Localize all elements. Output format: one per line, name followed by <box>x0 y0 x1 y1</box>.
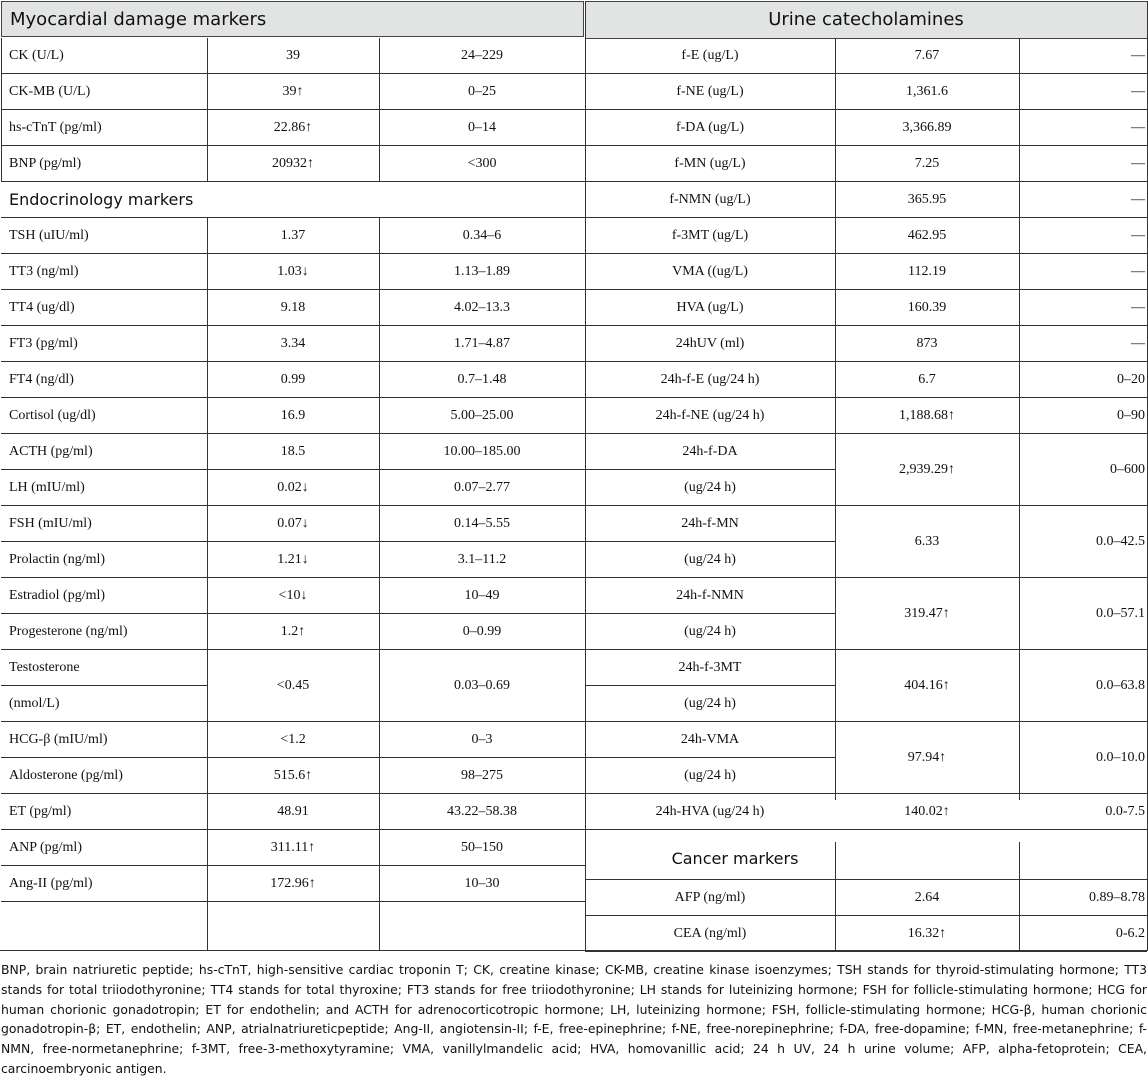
row-value: 2.64 <box>914 890 940 905</box>
row-range: — <box>1131 336 1145 351</box>
row-name: CK (U/L) <box>9 48 64 63</box>
row-value: 112.19 <box>908 264 946 279</box>
row-divider <box>1 145 585 146</box>
row-range: 10–30 <box>464 876 500 891</box>
row-value: 140.02↑ <box>904 804 950 819</box>
row-divider <box>585 289 1147 290</box>
row-value: 311.11↑ <box>270 840 316 855</box>
row-range: 5.00–25.00 <box>450 408 514 423</box>
row-range: 0.07–2.77 <box>454 480 510 495</box>
row-value: 1.03↓ <box>277 264 309 279</box>
row-name: Testosterone <box>9 660 80 675</box>
row-divider <box>1 685 207 686</box>
column-divider <box>1019 38 1020 800</box>
row-value: 404.16↑ <box>904 678 950 693</box>
row-divider <box>585 253 1147 254</box>
row-divider <box>585 577 1147 578</box>
row-divider <box>585 325 1147 326</box>
row-range: 0.89–8.78 <box>1089 890 1145 905</box>
column-divider <box>835 842 836 950</box>
row-name: Prolactin (ng/ml) <box>9 552 106 567</box>
row-name: Ang-II (pg/ml) <box>9 876 93 891</box>
row-name: 24h-f-NE (ug/24 h) <box>655 408 765 423</box>
row-range: 0–0.99 <box>462 624 502 639</box>
row-divider <box>585 469 835 470</box>
row-divider <box>1 181 585 182</box>
row-name: HVA (ug/L) <box>676 300 744 315</box>
column-divider <box>207 38 208 182</box>
row-value: 160.39 <box>907 300 947 315</box>
row-divider <box>585 721 1147 722</box>
row-range: 3.1–11.2 <box>457 552 507 567</box>
row-value: 365.95 <box>907 192 947 207</box>
row-divider <box>1 325 585 326</box>
row-range: 0.34–6 <box>462 228 502 243</box>
row-name: f-E (ug/L) <box>681 48 739 63</box>
section-label-cancer: Cancer markers <box>671 849 799 868</box>
row-range: 0.7–1.48 <box>457 372 507 387</box>
row-range: — <box>1131 264 1145 279</box>
row-range: 0.0–57.1 <box>1096 606 1145 621</box>
row-name: Progesterone (ng/ml) <box>9 624 128 639</box>
right-section-header: Urine catecholamines <box>585 1 1148 39</box>
left-section-header: Myocardial damage markers <box>1 1 584 37</box>
row-divider <box>585 685 835 686</box>
row-divider <box>1 433 585 434</box>
row-value: 1.21↓ <box>277 552 309 567</box>
row-name: HCG-β (mIU/ml) <box>9 732 108 747</box>
row-divider <box>585 181 1147 182</box>
row-range: — <box>1131 228 1145 243</box>
row-name: 24h-f-E (ug/24 h) <box>660 372 760 387</box>
row-divider <box>1 649 585 650</box>
row-value: 462.95 <box>907 228 947 243</box>
row-value: 2,939.29↑ <box>899 462 955 477</box>
row-value: 1.37 <box>280 228 306 243</box>
row-value: 16.32↑ <box>907 926 947 941</box>
row-divider <box>0 950 1148 951</box>
row-range: 0–600 <box>1110 462 1145 477</box>
row-name: f-NMN (ug/L) <box>669 192 751 207</box>
row-range: 10.00–185.00 <box>443 444 521 459</box>
row-name: (ug/24 h) <box>684 696 736 711</box>
row-divider <box>1 469 585 470</box>
row-name: 24h-VMA <box>680 732 740 747</box>
row-value: 18.5 <box>280 444 306 459</box>
row-divider <box>585 433 1147 434</box>
row-divider <box>1 577 585 578</box>
row-name: AFP (ng/ml) <box>674 890 746 905</box>
row-name: FT3 (pg/ml) <box>9 336 78 351</box>
row-value: 16.9 <box>280 408 306 423</box>
row-name: 24h-f-MN <box>681 516 739 531</box>
row-range: 0.0–42.5 <box>1096 534 1145 549</box>
row-name: f-3MT (ug/L) <box>671 228 749 243</box>
column-divider <box>379 218 380 950</box>
row-name: 24h-HVA (ug/24 h) <box>655 804 765 819</box>
row-value: 515.6↑ <box>273 768 313 783</box>
row-value: 6.33 <box>914 534 940 549</box>
row-divider <box>585 541 835 542</box>
row-value: 39↑ <box>282 84 304 99</box>
row-divider <box>1 361 585 362</box>
row-range: — <box>1131 48 1145 63</box>
row-value: 873 <box>916 336 938 351</box>
row-name: CK-MB (U/L) <box>9 84 91 99</box>
row-range: 0–14 <box>468 120 496 135</box>
row-name: (ug/24 h) <box>684 768 736 783</box>
row-range: <300 <box>467 156 497 171</box>
row-divider <box>1 793 585 794</box>
row-divider <box>585 217 1147 218</box>
row-divider <box>585 829 1147 830</box>
row-name: BNP (pg/ml) <box>9 156 82 171</box>
row-name: (ug/24 h) <box>684 624 736 639</box>
row-value: 3,366.89 <box>902 120 952 135</box>
row-divider <box>585 397 1147 398</box>
row-name: FSH (mIU/ml) <box>9 516 92 531</box>
column-divider <box>835 38 836 800</box>
section-label-endocrinology: Endocrinology markers <box>9 190 194 209</box>
row-value: 7.67 <box>914 48 940 63</box>
row-value: 172.96↑ <box>270 876 316 891</box>
row-value: 1.2↑ <box>280 624 306 639</box>
row-name: 24h-f-NMN <box>676 588 744 603</box>
row-divider <box>1 865 585 866</box>
row-value: <0.45 <box>276 678 310 693</box>
row-name: ANP (pg/ml) <box>9 840 82 855</box>
row-divider <box>585 649 1147 650</box>
row-divider <box>1 901 585 902</box>
row-value: 22.86↑ <box>273 120 313 135</box>
row-name: CEA (ng/ml) <box>673 926 747 941</box>
row-divider <box>585 145 1147 146</box>
column-divider <box>379 38 380 182</box>
row-name: TT3 (ng/ml) <box>9 264 79 279</box>
row-name: 24h-f-DA <box>682 444 738 459</box>
row-name: 24h-f-3MT <box>678 660 742 675</box>
row-value: 6.7 <box>918 372 936 387</box>
row-name: ACTH (pg/ml) <box>9 444 93 459</box>
row-range: 4.02–13.3 <box>454 300 510 315</box>
row-value: 0.99 <box>280 372 306 387</box>
row-range: — <box>1131 300 1145 315</box>
row-name: TSH (uIU/ml) <box>9 228 89 243</box>
row-name: f-NE (ug/L) <box>676 84 744 99</box>
row-value: 9.18 <box>280 300 306 315</box>
row-name: (ug/24 h) <box>684 480 736 495</box>
row-range: — <box>1131 120 1145 135</box>
row-divider <box>1 73 585 74</box>
row-value: 319.47↑ <box>904 606 950 621</box>
row-value: 1,188.68↑ <box>899 408 955 423</box>
row-divider <box>1 253 585 254</box>
row-value: <1.2 <box>280 732 306 747</box>
row-range: 24–229 <box>461 48 503 63</box>
row-name: LH (mIU/ml) <box>9 480 85 495</box>
row-divider <box>1 721 585 722</box>
row-range: — <box>1131 84 1145 99</box>
row-divider <box>585 879 1147 880</box>
row-range: 0–20 <box>1117 372 1145 387</box>
row-range: 0.0-7.5 <box>1105 804 1145 819</box>
row-divider <box>1 109 585 110</box>
row-divider <box>585 951 1147 952</box>
row-range: 0.0–63.8 <box>1096 678 1145 693</box>
row-range: 0.14–5.55 <box>454 516 510 531</box>
column-divider <box>1019 842 1020 950</box>
row-divider <box>1 505 585 506</box>
row-name: Aldosterone (pg/ml) <box>9 768 123 783</box>
row-range: 43.22–58.38 <box>447 804 517 819</box>
row-divider <box>1 541 585 542</box>
row-name: TT4 (ug/dl) <box>9 300 75 315</box>
row-range: 0.0–10.0 <box>1096 750 1145 765</box>
row-divider <box>585 505 1147 506</box>
row-range: 0–90 <box>1117 408 1145 423</box>
row-value: 48.91 <box>277 804 309 819</box>
row-range: 10–49 <box>464 588 500 603</box>
row-divider <box>1 217 585 218</box>
row-name: f-MN (ug/L) <box>674 156 746 171</box>
row-range: — <box>1131 192 1145 207</box>
row-name: Cortisol (ug/dl) <box>9 408 96 423</box>
row-divider <box>585 73 1147 74</box>
row-range: 1.71–4.87 <box>454 336 510 351</box>
row-value: 3.34 <box>280 336 306 351</box>
row-name: VMA ((ug/L) <box>672 264 748 279</box>
row-divider <box>1 757 585 758</box>
row-divider <box>585 613 835 614</box>
row-value: 39 <box>286 48 300 63</box>
column-divider <box>207 218 208 950</box>
row-value: 7.25 <box>914 156 940 171</box>
row-value: 1,361.6 <box>906 84 948 99</box>
column-divider <box>1 38 2 182</box>
row-value: <10↓ <box>278 588 308 603</box>
row-name: (ug/24 h) <box>684 552 736 567</box>
row-name: ET (pg/ml) <box>9 804 72 819</box>
row-range: 98–275 <box>461 768 503 783</box>
row-name: f-DA (ug/L) <box>675 120 745 135</box>
row-name: FT4 (ng/dl) <box>9 372 74 387</box>
row-divider <box>1 289 585 290</box>
row-divider <box>585 109 1147 110</box>
row-divider <box>585 361 1147 362</box>
row-divider <box>585 793 1147 794</box>
row-name: (nmol/L) <box>9 696 60 711</box>
row-divider <box>1 397 585 398</box>
row-value: 0.07↓ <box>277 516 309 531</box>
table-footnote: BNP, brain natriuretic peptide; hs-cTnT, high-sensitive cardiac troponin T; CK, creatine kinase; CK-MB, creatine kinase isoenzymes; TSH stands for thyroid-stimulating hormone; TT3 stands for total triiodothyronine; TT4 stands for total thyroxine; FT3 stands for free triiodothyronine; LH stands for luteinizing hormone; FSH for follicle-stimulating hormone; HCG for human chorionic gonadotropin; ET for endothelin; and ACTH for adrenocorticotropic hormone; LH, luteinizing hormone; FSH, follicle-stimulating hormone; HCG-β, human chorionic gonadotropin-β; ET, endothelin; ANP, atrialnatriureticpeptide; Ang-II, angiotensin-II; f-E, free-epinephrine; f-NE, free-norepinephrine; f-DA, free-dopamine; f-MN, free-metanephrine; f-NMN, free-normetanephrine; f-3MT, free-3-methoxytyramine; VMA, vanillylmandelic acid; HVA, homovanillic acid; 24 h UV, 24 h urine volume; AFP, alpha-fetoprotein; CEA, carcinoembryonic antigen. <box>1 962 1147 1076</box>
row-name: Estradiol (pg/ml) <box>9 588 106 603</box>
row-range: 0-6.2 <box>1115 926 1145 941</box>
row-name: 24hUV (ml) <box>675 336 745 351</box>
row-range: 50–150 <box>461 840 503 855</box>
row-range: 0–25 <box>468 84 496 99</box>
row-range: 0.03–0.69 <box>454 678 510 693</box>
row-divider <box>585 757 835 758</box>
row-range: 0–3 <box>471 732 493 747</box>
row-name: hs-cTnT (pg/ml) <box>9 120 102 135</box>
row-value: 20932↑ <box>272 156 314 171</box>
row-range: — <box>1131 156 1145 171</box>
column-divider <box>585 1 586 950</box>
row-value: 0.02↓ <box>277 480 309 495</box>
row-divider <box>1 829 585 830</box>
row-divider <box>585 915 1147 916</box>
row-divider <box>1 613 585 614</box>
row-value: 97.94↑ <box>907 750 947 765</box>
row-range: 1.13–1.89 <box>454 264 510 279</box>
